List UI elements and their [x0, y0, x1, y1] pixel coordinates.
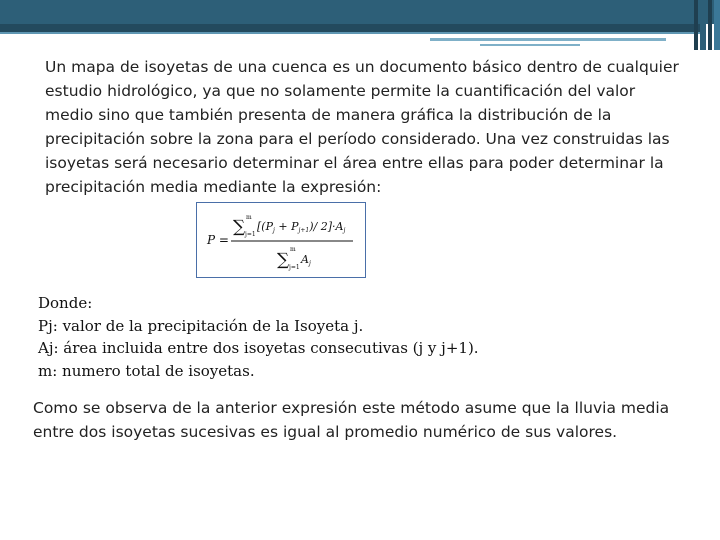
corner-decoration	[692, 0, 720, 50]
formula-numerator-body: [(Pj + Pj+1)/ 2]·Aj	[257, 220, 346, 234]
formula-sum-lower: j=1	[245, 231, 256, 238]
formula-numerator-sigma: ∑	[233, 217, 246, 237]
definitions-heading: Donde:	[38, 294, 93, 312]
formula-denominator-sigma: ∑	[277, 250, 290, 270]
header-accent-line	[0, 32, 700, 34]
formula-denominator-body: Aj	[301, 253, 311, 267]
definition-item: Pj: valor de la precipitación de la Isoyeta j.	[38, 316, 364, 335]
formula-sum-upper: m	[246, 214, 252, 221]
header-deco-line	[430, 38, 666, 41]
intro-paragraph: Un mapa de isoyetas de una cuenca es un documento básico dentro de cualquier estudio hidrológico, ya que no solamente permite la cuantificación del valor medio sino que también presenta de manera gráfica la distribución de la precipitación sobre la zona para el período considerado. Una vez construidas las isoyetas será necesario determinar el área entre ellas para poder determinar la precipitación media mediante la expresión:	[45, 58, 679, 196]
formula-lhs: P =	[207, 233, 229, 247]
definition-item: m: numero total de isoyetas.	[38, 361, 255, 380]
formula-den-upper: m	[290, 246, 296, 253]
header-deco-line-short	[480, 44, 580, 46]
header-stripe	[0, 24, 700, 32]
formula-den-lower: j=1	[289, 264, 300, 271]
conclusion-paragraph: Como se observa de la anterior expresión este método asume que la lluvia media entre dos isoyetas sucesivas es igual al promedio numérico de sus valores.	[33, 399, 670, 441]
formula-image	[196, 202, 366, 278]
header-bar	[0, 0, 720, 24]
definitions-block	[38, 292, 678, 382]
definition-item: Aj: área incluida entre dos isoyetas consecutivas (j y j+1).	[38, 339, 479, 357]
